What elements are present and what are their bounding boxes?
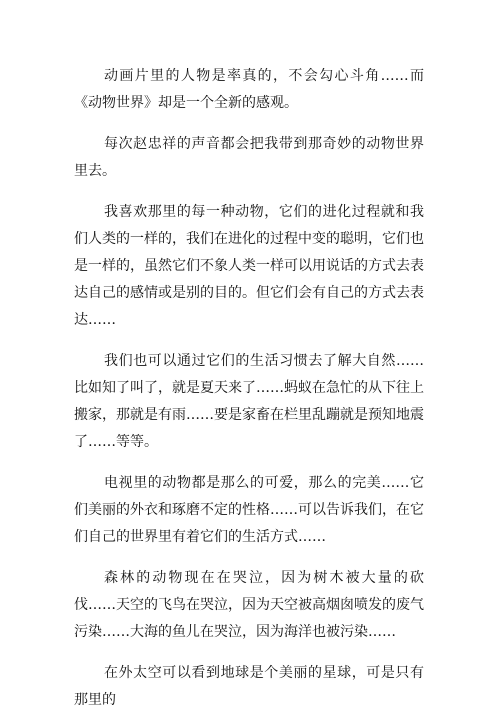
paragraph-5: 电视里的动物都是那么的可爱，那么的完美……它们美丽的外衣和琢磨不定的性格……可以告诉我们，在它们自己的世界里有着它们的生活方式…… (74, 475, 424, 545)
paragraph-2: 每次赵忠祥的声音都会把我带到那奇妙的动物世界里去。 (74, 136, 424, 179)
paragraph-7: 在外太空可以看到地球是个美丽的星球，可是只有那里的 (74, 665, 424, 708)
paragraph-3: 我喜欢那里的每一种动物，它们的进化过程就和我们人类的一样的，我们在进化的过程中变的聪明，它们也是一样的，虽然它们不象人类一样可以用说话的方式去表达自己的感情或是别的目的。但它们会有自己的方式去表达…… (74, 204, 424, 328)
paragraph-4: 我们也可以通过它们的生活习惯去了解大自然……比如知了叫了，就是夏天来了……蚂蚁在急忙的从下往上搬家，那就是有雨……要是家畜在栏里乱蹦就是预知地震了……等等。 (74, 353, 424, 450)
document-body (74, 63, 424, 728)
paragraph-6: 森林的动物现在在哭泣，因为树木被大量的砍伐……天空的飞鸟在哭泣，因为天空被高烟囱喷发的废气污染……大海的鱼儿在哭泣，因为海洋也被污染…… (74, 570, 424, 640)
paragraph-1: 动画片里的人物是率真的，不会勾心斗角……而《动物世界》却是一个全新的感观。 (74, 68, 424, 111)
